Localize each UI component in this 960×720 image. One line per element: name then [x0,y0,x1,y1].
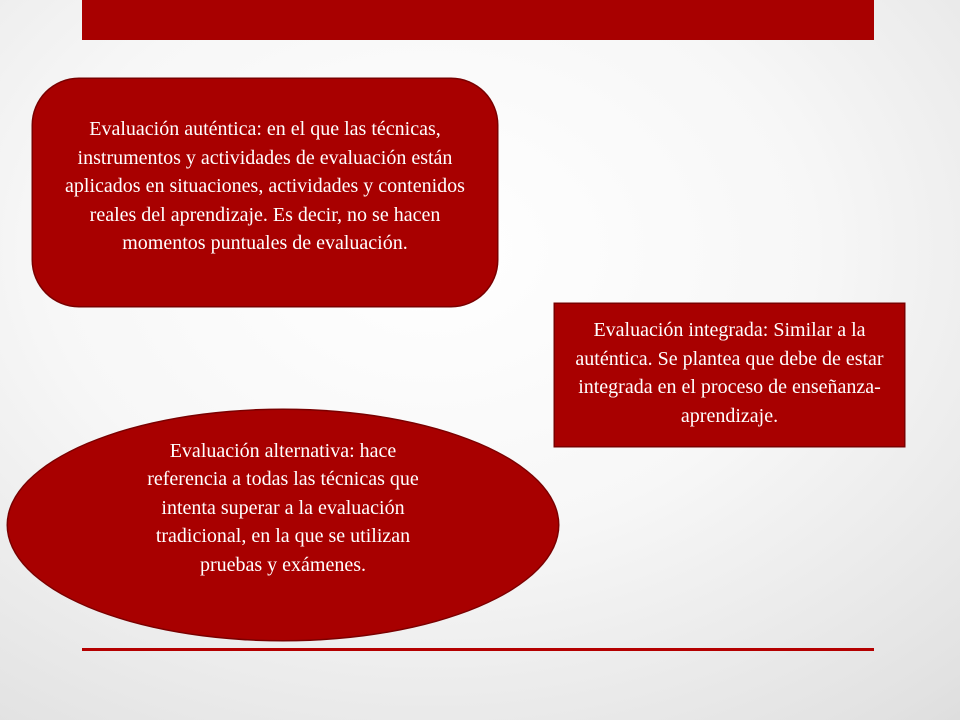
top-accent-bar [82,0,874,40]
bottom-accent-line [82,648,874,651]
evaluacion-integrada-text: Evaluación integrada: Similar a la auténtica. Se plantea que debe de estar integrada en el proceso de enseñanza- aprendizaje. [575,319,884,427]
evaluacion-autentica-box[interactable] [33,79,497,306]
evaluacion-alternativa-ellipse[interactable] [8,410,558,640]
evaluacion-alternativa-text: Evaluación alternativa: hace referencia a todas las técnicas que intenta superar a la evaluación tradicional, en la que se utilizan pruebas y exámenes. [147,439,419,576]
evaluacion-autentica-text: Evaluación auténtica: en el que las técnicas, instrumentos y actividades de evaluación están aplicados en situaciones, actividades y contenidos reales del aprendizaje. Es decir, no se hacen momentos puntuales de evaluación. [65,118,465,255]
evaluacion-integrada-box[interactable] [555,304,904,446]
